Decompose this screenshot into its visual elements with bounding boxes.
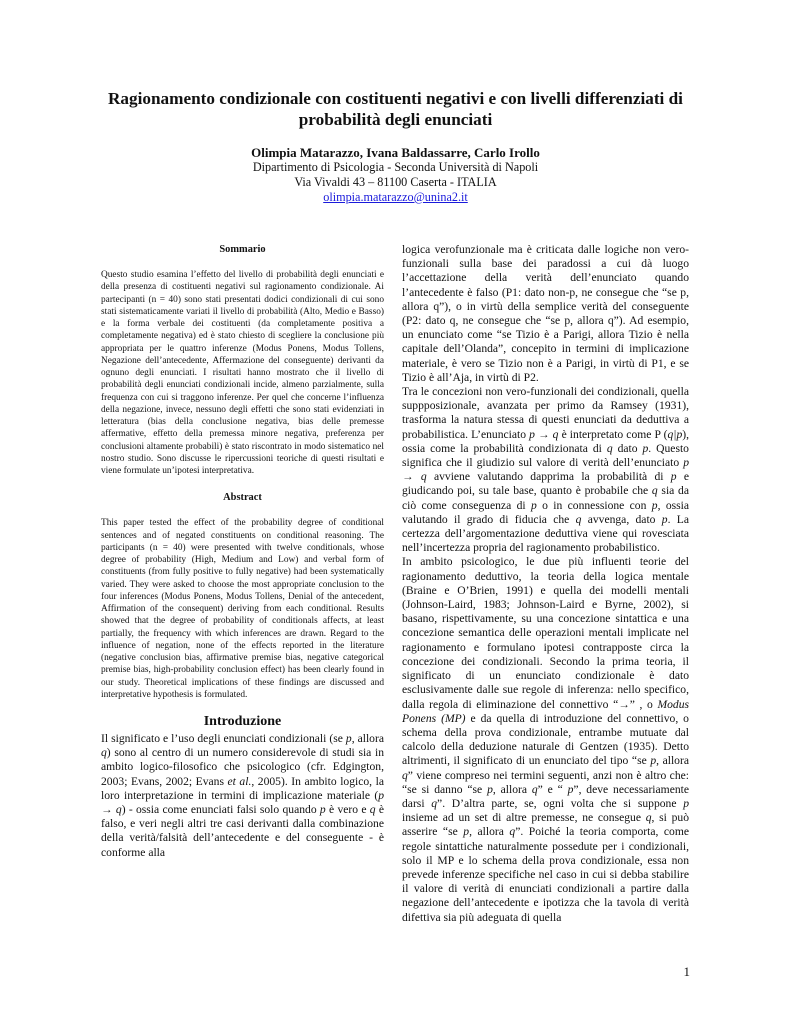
abstract-heading: Abstract: [223, 492, 262, 504]
affiliation-address: Via Vivaldi 43 – 81100 Caserta - ITALIA: [294, 175, 497, 189]
page-number: 1: [683, 964, 690, 979]
body-paragraph-paradoxes: logica verofunzionale ma è criticata dalle logiche non vero-funzionali sulla base dei paradossi a cui dà luogo l’accettazione della verità dell’enunciato quando l’antecedente è falso (P1: dato non-p, ne consegue che “se p, allora q”), o in virtù della semplice verità del conseguente (P2: dato q, ne consegue che “se p, allora q”). Ad esempio, un enunciato come “se Tizio è a Parigi, allora Tizio è nella capitale dell’Olanda”, concepito in termini di implicazione materiale, è vero se Tizio non è a Parigi, in virtù di P1, e se Tizio è all’Aja, in virtù di P2.: [402, 243, 689, 384]
authors: Olimpia Matarazzo, Ivana Baldassarre, Carlo Irollo: [251, 145, 540, 160]
sommario-text: Questo studio esamina l’effetto del livello di probabilità degli enunciati e della presenza di costituenti negativi sul ragionamento condizionale. Ai partecipanti (n = 40) sono stati presentati dodici condizionali di cui sono stati sistematicamente variati il livello di probabilità (Alto, Medio e Basso) e la forma verbale dei costituenti (da completamente positiva a completamente negativa) ed è stato chiesto di scegliere la conclusione più appropriata per le quattro inferenze (Modus Ponens, Modus Tollens, Negazione dell’antecedente, Affermazione del conseguente) derivanti da ognuno degli enunciati. I risultati hanno mostrato che il livello di probabilità degli enunciati condizionali incide, almeno parzialmente, sulla frequenza con cui si traggono inferenze. Per quel che concerne l’influenza della negazione, invece, nessuno degli effetti che sono stati evidenziati in letteratura (bias della conclusione negativa, bias delle premesse affermative, effetto della premessa minore negativa, preferenza per conclusioni altamente probabili) è stato riscontrato in modo sistematico nel nostro studio. Sono discusse le ripercussioni teoriche di questi risultati e viene formulate un’ipotesi interpretativa.: [101, 270, 384, 476]
intro-paragraph: Il significato e l’uso degli enunciati condizionali (se p, allora q) sono al centro di un numero considerevole di studi sia in ambito logico-filosofico che psicologico (cfr. Edgington, 2003; Evans, 2002; Evans et al., 2005). In ambito logico, la loro interpretazione in termini di implicazione materiale (p → q) - ossia come enunciati falsi solo quando p è vero e q è falso, e veri negli altri tre casi derivanti dalla combinazione della verità/falsità dell’antecedente e del conseguente - è conforme alla: [101, 732, 384, 859]
body-paragraph-suppositional: Tra le concezioni non vero-funzionali dei condizionali, quella suppposizionale, avanzata per primo da Ramsey (1931), trasforma la natura stessa di questi enunciati da deduttiva a probabilistica. L’enunciato p → q è interpretato come P (q|p), ossia come la probabilità condizionata di q dato p. Questo significa che il giudizio sul valore di verità dell’enunciato p → q avviene valutando dapprima la probabilità di p e giudicando poi, su tale base, quanto è probabile che q sia da ciò come conseguenza di p o in connessione con p, ossia valutando il grado di fiducia che q avvenga, dato p. La certezza dell’argomentazione deduttiva viene qui rovesciata nell’incertezza propria del ragionamento probabilistico.: [402, 385, 690, 555]
body-paragraph-psychology: In ambito psicologico, le due più influenti teorie del ragionamento deduttivo, la teoria della logica mentale (Braine e O’Brien, 1991) e quella dei modelli mentali (Johnson-Laird, 1983; Johnson-Laird e Byrne, 2002), si basano, rispettivamente, su una concezione sintattica e una concezione semantica delle operazioni mentali implicate nel ragionamento e formulano ipotesi contrapposte circa la concezione dei condizionali. Secondo la prima teoria, il significato di un enunciato condizionale è dato esclusivamente dalle sue regole di inferenza: nello specifico, dalla regola di eliminazione del connettivo “→” , o Modus Ponens (MP) e da quella di introduzione del connettivo, o schema della prova condizionale, entrambe mutuate dal calcolo della deduzione naturale di Gentzen (1935). Detto altrimenti, il significato di un enunciato del tipo “se p, allora q” viene compreso nei termini seguenti, anzi non è altro che: “se si danno “se p, allora q” e “ p”, deve necessariamente darsi q”. D’altra parte, se, ogni volta che si suppone p insieme ad un set di altre premesse, ne consegue q, si può asserire “se p, allora q”. Poiché la teoria comporta, come regole sintattiche naturalmente possedute per i condizionali, solo il MP e lo schema della prova condizionale, essa non prevede inferenze specifiche nel caso in cui si debba stabilire il valore di verità di enunciati condizionali a partire dalla negazione dell’antecedente e ipotizza che la tavola di verità difettiva sia più adeguata di quella: [402, 555, 690, 924]
abstract-text: This paper tested the effect of the probability degree of conditional sentences and of negated constituents on conditional reasoning. The participants (n = 40) were presented with twelve conditionals, whose degree of probability (High, Medium and Low) and verbal form of constituents (from fully positive to fully negative) had been systematically varied. They were asked to choose the most appropriate conclusion to the four inferences (Modus Ponens, Modus Tollens, Denial of the antecedent, Affirmation of the consequent) deriving from each conditional. Results showed that the degree of probability of conditionals affects, at least partially, the frequency with which inferences are drawn. Regard to the influence of negation, none of the effects reported in the literature (negative conclusion bias, affirmative premise bias, negative categorical premise bias, high-probability conclusion effect) has been clearly found in our study. Theoretical implications of these findings are discussed and interpretative hypothesis is formulated.: [101, 518, 384, 700]
sommario-heading: Sommario: [219, 244, 266, 255]
left-column: [101, 243, 384, 860]
email-link[interactable]: olimpia.matarazzo@unina2.it: [323, 190, 468, 204]
paper-title: Ragionamento condizionale con costituenti negativi e con livelli differenziati di probabilità degli enunciati: [108, 89, 683, 129]
introduzione-heading: Introduzione: [203, 714, 282, 729]
email-line: [80, 190, 711, 205]
affiliation-department: Dipartimento di Psicologia - Seconda Università di Napoli: [252, 160, 539, 174]
right-column: [402, 243, 689, 925]
